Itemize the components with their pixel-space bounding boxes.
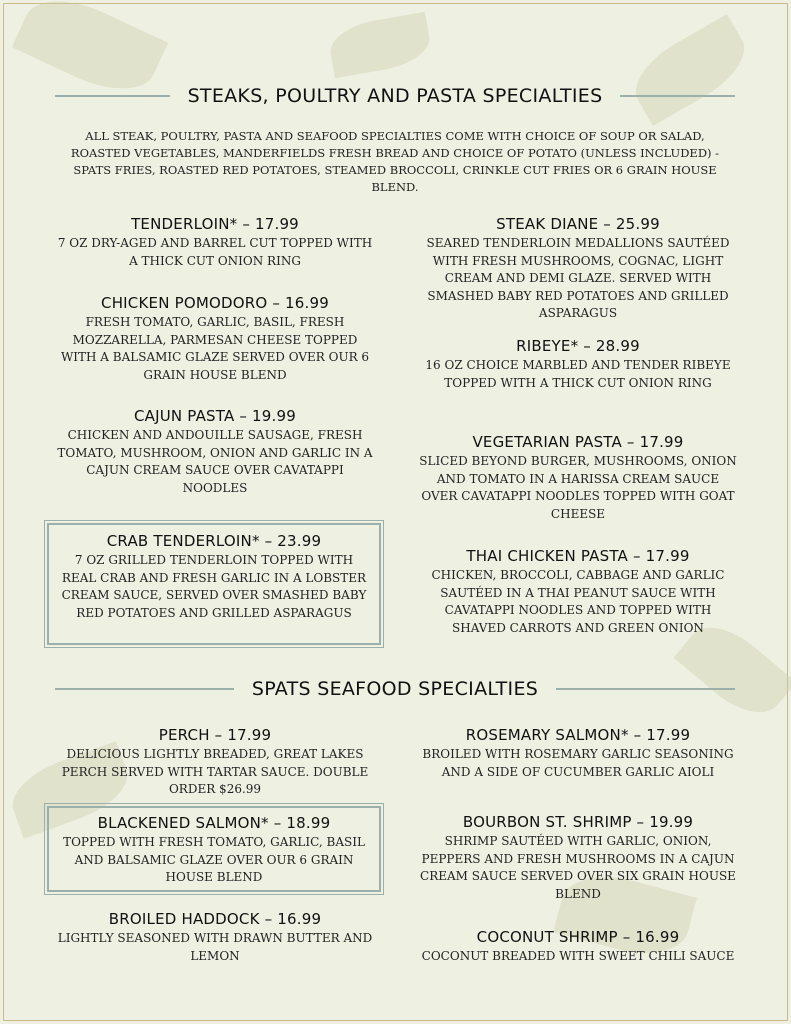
menu-item-title: VEGETARIAN PASTA – 17.99 — [472, 433, 684, 451]
steaks-intro-text: ALL STEAK, POULTRY, PASTA AND SEAFOOD SPECIALTIES COME WITH CHOICE OF SOUP OR SALAD, ROASTED VEGETABLES, MANDERFIELDS FRESH BREAD AND CHOICE OF POTATO (UNLESS INCLUDED) - SPATS FRIES, ROASTED RED POTATOES, STEAMED BROCCOLI, CRINKLE CUT FRIES OR 6 GRAIN HOUSE BLEND. — [70, 129, 720, 194]
menu-item-title: BOURBON ST. SHRIMP – 19.99 — [462, 813, 694, 831]
menu-item-description: CHICKEN, BROCCOLI, CABBAGE AND GARLIC SAUTÉED IN A THAI PEANUT SAUCE WITH CAVATAPPI NOODLES AND TOPPED WITH SHAVED CARROTS AND GREEN ONION — [431, 568, 725, 635]
menu-item-vegetarian-pasta — [418, 432, 738, 523]
menu-item-title: STEAK DIANE – 25.99 — [496, 215, 660, 233]
menu-item-crab-tenderloin — [47, 523, 381, 645]
menu-item-title: CAJUN PASTA – 19.99 — [133, 407, 297, 425]
menu-item-title: COCONUT SHRIMP – 16.99 — [476, 928, 680, 946]
menu-item-title: BROILED HADDOCK – 16.99 — [108, 910, 322, 928]
menu-item-description: 7 OZ DRY-AGED AND BARREL CUT TOPPED WITH A THICK CUT ONION RING — [57, 236, 373, 268]
steaks-section-title: STEAKS, POULTRY AND PASTA SPECIALTIES — [187, 85, 603, 107]
menu-item-title: ROSEMARY SALMON* – 17.99 — [465, 726, 691, 744]
steaks-section-header — [55, 81, 735, 111]
menu-item-description: TOPPED WITH FRESH TOMATO, GARLIC, BASIL AND BALSAMIC GLAZE OVER OUR 6 GRAIN HOUSE BLEND — [63, 835, 365, 884]
menu-item-description: COCONUT BREADED WITH SWEET CHILI SAUCE — [421, 949, 735, 963]
menu-item-title: CHICKEN POMODORO – 16.99 — [101, 294, 329, 312]
menu-item-ribeye — [418, 336, 738, 392]
menu-item-coconut-shrimp — [418, 927, 738, 966]
divider-line — [55, 688, 234, 690]
menu-item-title: PERCH – 17.99 — [158, 726, 272, 744]
menu-item-title: BLACKENED SALMON* – 18.99 — [97, 814, 331, 832]
divider-line — [620, 95, 735, 97]
seafood-section-title: SPATS SEAFOOD SPECIALTIES — [251, 678, 539, 700]
menu-item-description: BROILED WITH ROSEMARY GARLIC SEASONING AND A SIDE OF CUCUMBER GARLIC AIOLI — [422, 747, 734, 779]
menu-item-title: THAI CHICKEN PASTA – 17.99 — [466, 547, 690, 565]
menu-item-title: RIBEYE* – 28.99 — [516, 337, 640, 355]
menu-item-title: CRAB TENDERLOIN* – 23.99 — [106, 532, 322, 550]
menu-item-perch — [55, 725, 375, 799]
menu-item-blackened-salmon — [47, 806, 381, 892]
divider-line — [556, 688, 735, 690]
menu-item-description: LIGHTLY SEASONED WITH DRAWN BUTTER AND LEMON — [57, 931, 373, 963]
menu-item-description: SEARED TENDERLOIN MEDALLIONS SAUTÉED WITH FRESH MUSHROOMS, COGNAC, LIGHT CREAM AND DEMI GLAZE. SERVED WITH SMASHED BABY RED POTATOES AND GRILLED ASPARAGUS — [426, 236, 730, 320]
menu-item-title: TENDERLOIN* – 17.99 — [131, 215, 299, 233]
menu-item-bourbon-st-shrimp — [418, 812, 738, 903]
menu-item-cajun-pasta — [55, 406, 375, 497]
seafood-section-header — [55, 674, 735, 704]
divider-line — [55, 95, 170, 97]
menu-item-steak-diane — [418, 214, 738, 323]
menu-item-tenderloin — [55, 214, 375, 270]
menu-item-rosemary-salmon — [418, 725, 738, 781]
menu-item-description: SHRIMP SAUTÉED WITH GARLIC, ONION, PEPPERS AND FRESH MUSHROOMS IN A CAJUN CREAM SAUCE SERVED OVER SIX GRAIN HOUSE BLEND — [420, 834, 736, 901]
menu-item-description: FRESH TOMATO, GARLIC, BASIL, FRESH MOZZARELLA, PARMESAN CHEESE TOPPED WITH A BALSAMIC GLAZE SERVED OVER OUR 6 GRAIN HOUSE BLEND — [60, 315, 370, 382]
menu-item-description: 7 OZ GRILLED TENDERLOIN TOPPED WITH REAL CRAB AND FRESH GARLIC IN A LOBSTER CREAM SAUCE, SERVED OVER SMASHED BABY RED POTATOES AND GRILLED ASPARAGUS — [61, 553, 367, 620]
menu-item-broiled-haddock — [55, 909, 375, 965]
menu-item-thai-chicken-pasta — [418, 546, 738, 637]
menu-item-description: SLICED BEYOND BURGER, MUSHROOMS, ONION AND TOMATO IN A HARISSA CREAM SAUCE OVER CAVATAPPI NOODLES TOPPED WITH GOAT CHEESE — [419, 454, 737, 521]
menu-item-chicken-pomodoro — [55, 293, 375, 384]
menu-item-description: CHICKEN AND ANDOUILLE SAUSAGE, FRESH TOMATO, MUSHROOM, ONION AND GARLIC IN A CAJUN CREAM SAUCE OVER CAVATAPPI NOODLES — [57, 428, 373, 495]
menu-item-description: DELICIOUS LIGHTLY BREADED, GREAT LAKES PERCH SERVED WITH TARTAR SAUCE. DOUBLE ORDER $26.99 — [61, 747, 369, 796]
menu-item-description: 16 OZ CHOICE MARBLED AND TENDER RIBEYE TOPPED WITH A THICK CUT ONION RING — [425, 358, 731, 390]
